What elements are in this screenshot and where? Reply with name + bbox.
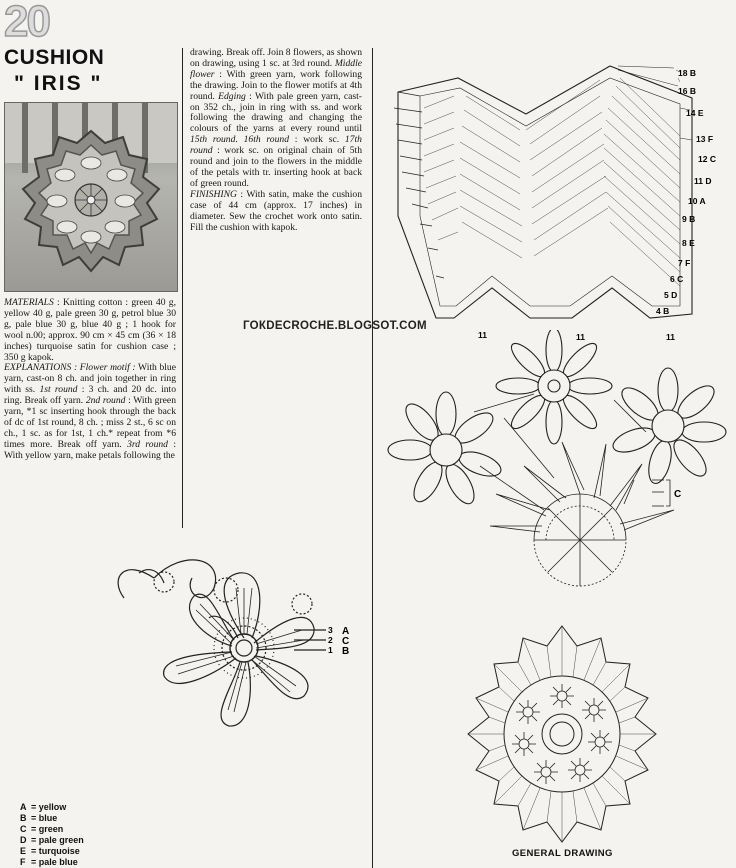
explanations-text-a: With blue yarn, cast-on 8 ch. and join together in ring with ss. <box>4 362 176 396</box>
bracket-label: C <box>674 489 682 500</box>
chart-row-label: 14 E <box>686 108 704 118</box>
chart-row-label: 11 D <box>694 176 712 186</box>
chart-row-label: 12 C <box>698 154 716 164</box>
col2-text-g: : With satin, make the cushion case of 44 cm (approx. 17 inches) in diameter. Sew the crochet work onto satin. Fill the cushion with kapok. <box>190 188 362 233</box>
chart-bottom-label: 11 <box>478 330 487 340</box>
col2-text-c: : With pale green yarn, cast-on 352 ch., join in ring with ss. and work following the drawing and changing the colours of the yarns at every round until <box>190 90 362 135</box>
page-title: CUSHION <box>4 46 105 69</box>
color-legend <box>20 802 84 868</box>
col2-text-f: : work sc. on original chain of 5th round and join to the flowers in the middle of the petals with tr. inserting hook at back of green round. <box>190 145 362 189</box>
round3-label: 3rd round <box>127 438 168 450</box>
general-drawing-label: GENERAL DRAWING <box>512 848 613 859</box>
col2-text-d: . <box>235 134 244 146</box>
legend-item: E = turquoise <box>20 846 80 856</box>
chart-row-label: 18 B <box>678 68 696 78</box>
edging-heading: Edging <box>218 90 246 102</box>
column-divider-left <box>182 48 183 528</box>
chart-bottom-label: 11 <box>666 332 675 342</box>
chart-row-label: 10 A <box>688 196 706 206</box>
legend-item: F = pale blue <box>20 857 78 867</box>
chart-bottom-label: 11 <box>576 332 585 342</box>
chart-row-label: 7 F <box>678 258 691 268</box>
col2-text-e: : work sc. <box>289 134 345 146</box>
chart-row-label: 8 E <box>682 238 695 248</box>
chart-row-label: 5 D <box>664 290 678 300</box>
legend-item: D = pale green <box>20 835 84 845</box>
motif-round-2-label: 2 <box>328 635 333 645</box>
general-drawing <box>452 624 672 844</box>
round2-label: 2nd round <box>85 395 126 407</box>
col2-text-a: drawing. Break off. Join 8 flowers, as shown on drawing, using 1 sc. at 3rd round. <box>190 47 362 69</box>
motif-round-1-label: 1 <box>328 645 333 655</box>
chart-row-label: 9 B <box>682 214 696 224</box>
finishing-heading: FINISHING <box>190 188 237 200</box>
round15-label: 15th round <box>190 134 236 146</box>
chart-row-label: 4 B <box>656 306 670 316</box>
middle-flower-heading: Middle flower <box>190 57 362 80</box>
chart-row-label: 16 B <box>678 86 696 96</box>
round17-label: 17th round <box>190 134 362 157</box>
column-divider-right <box>372 48 373 868</box>
motif-round-3-label: 3 <box>328 625 333 635</box>
motif-round-3-color: A <box>342 626 350 637</box>
materials-text: : Knitting cotton : green 40 g, yellow 40 g, pale green 30 g, petrol blue 30 g, pale blue 30 g, blue 40 g ; 1 hook for wool n.00; approx. 90 cm × 45 cm (36 × 18 inches) turquoise satin for cushion case ; 350 g kapok. <box>4 297 176 363</box>
instructions-continued <box>190 48 362 233</box>
edging-chart <box>380 56 736 346</box>
flower-motif-diagram <box>104 538 372 798</box>
chart-row-label: 6 C <box>670 274 684 284</box>
round16-label: 16th round <box>243 134 289 146</box>
explanations-text-b: : 3 ch. and 20 dc. into ring. Break off yarn. <box>4 384 177 407</box>
round1-label: 1st round <box>39 384 78 396</box>
explanations-heading: EXPLANATIONS : Flower motif : <box>4 362 136 374</box>
motif-round-1-color: B <box>342 646 350 657</box>
materials-heading: MATERIALS <box>4 297 54 308</box>
flower-join-chart <box>384 330 736 590</box>
materials-and-explanations <box>4 298 176 462</box>
cushion-photo <box>4 102 178 292</box>
chart-row-label: 13 F <box>696 134 714 144</box>
pattern-number: 20 <box>4 0 49 46</box>
col2-text-b: : With green yarn, work following the drawing. Join to the flower motifs at 4th round. <box>190 68 362 102</box>
explanations-text-d: : With yellow yarn, make petals following the <box>4 438 176 461</box>
page-subtitle: " IRIS " <box>14 72 103 95</box>
legend-item: C = green <box>20 824 64 834</box>
explanations-text-c: : With green yarn, *1 sc inserting hook through the back of dc of 1st round, 8 ch. ; miss 2 st., 6 sc on ch., 1 sc. as for 1st, 1 ch.* repeat from *6 times more. Break off yarn. <box>4 395 176 450</box>
legend-item: A = yellow <box>20 802 67 812</box>
legend-item: B = blue <box>20 813 58 823</box>
blog-watermark: ГОКDЕСROCHЕ.BLOGSOT.COM <box>243 320 427 332</box>
motif-round-2-color: C <box>342 636 350 647</box>
